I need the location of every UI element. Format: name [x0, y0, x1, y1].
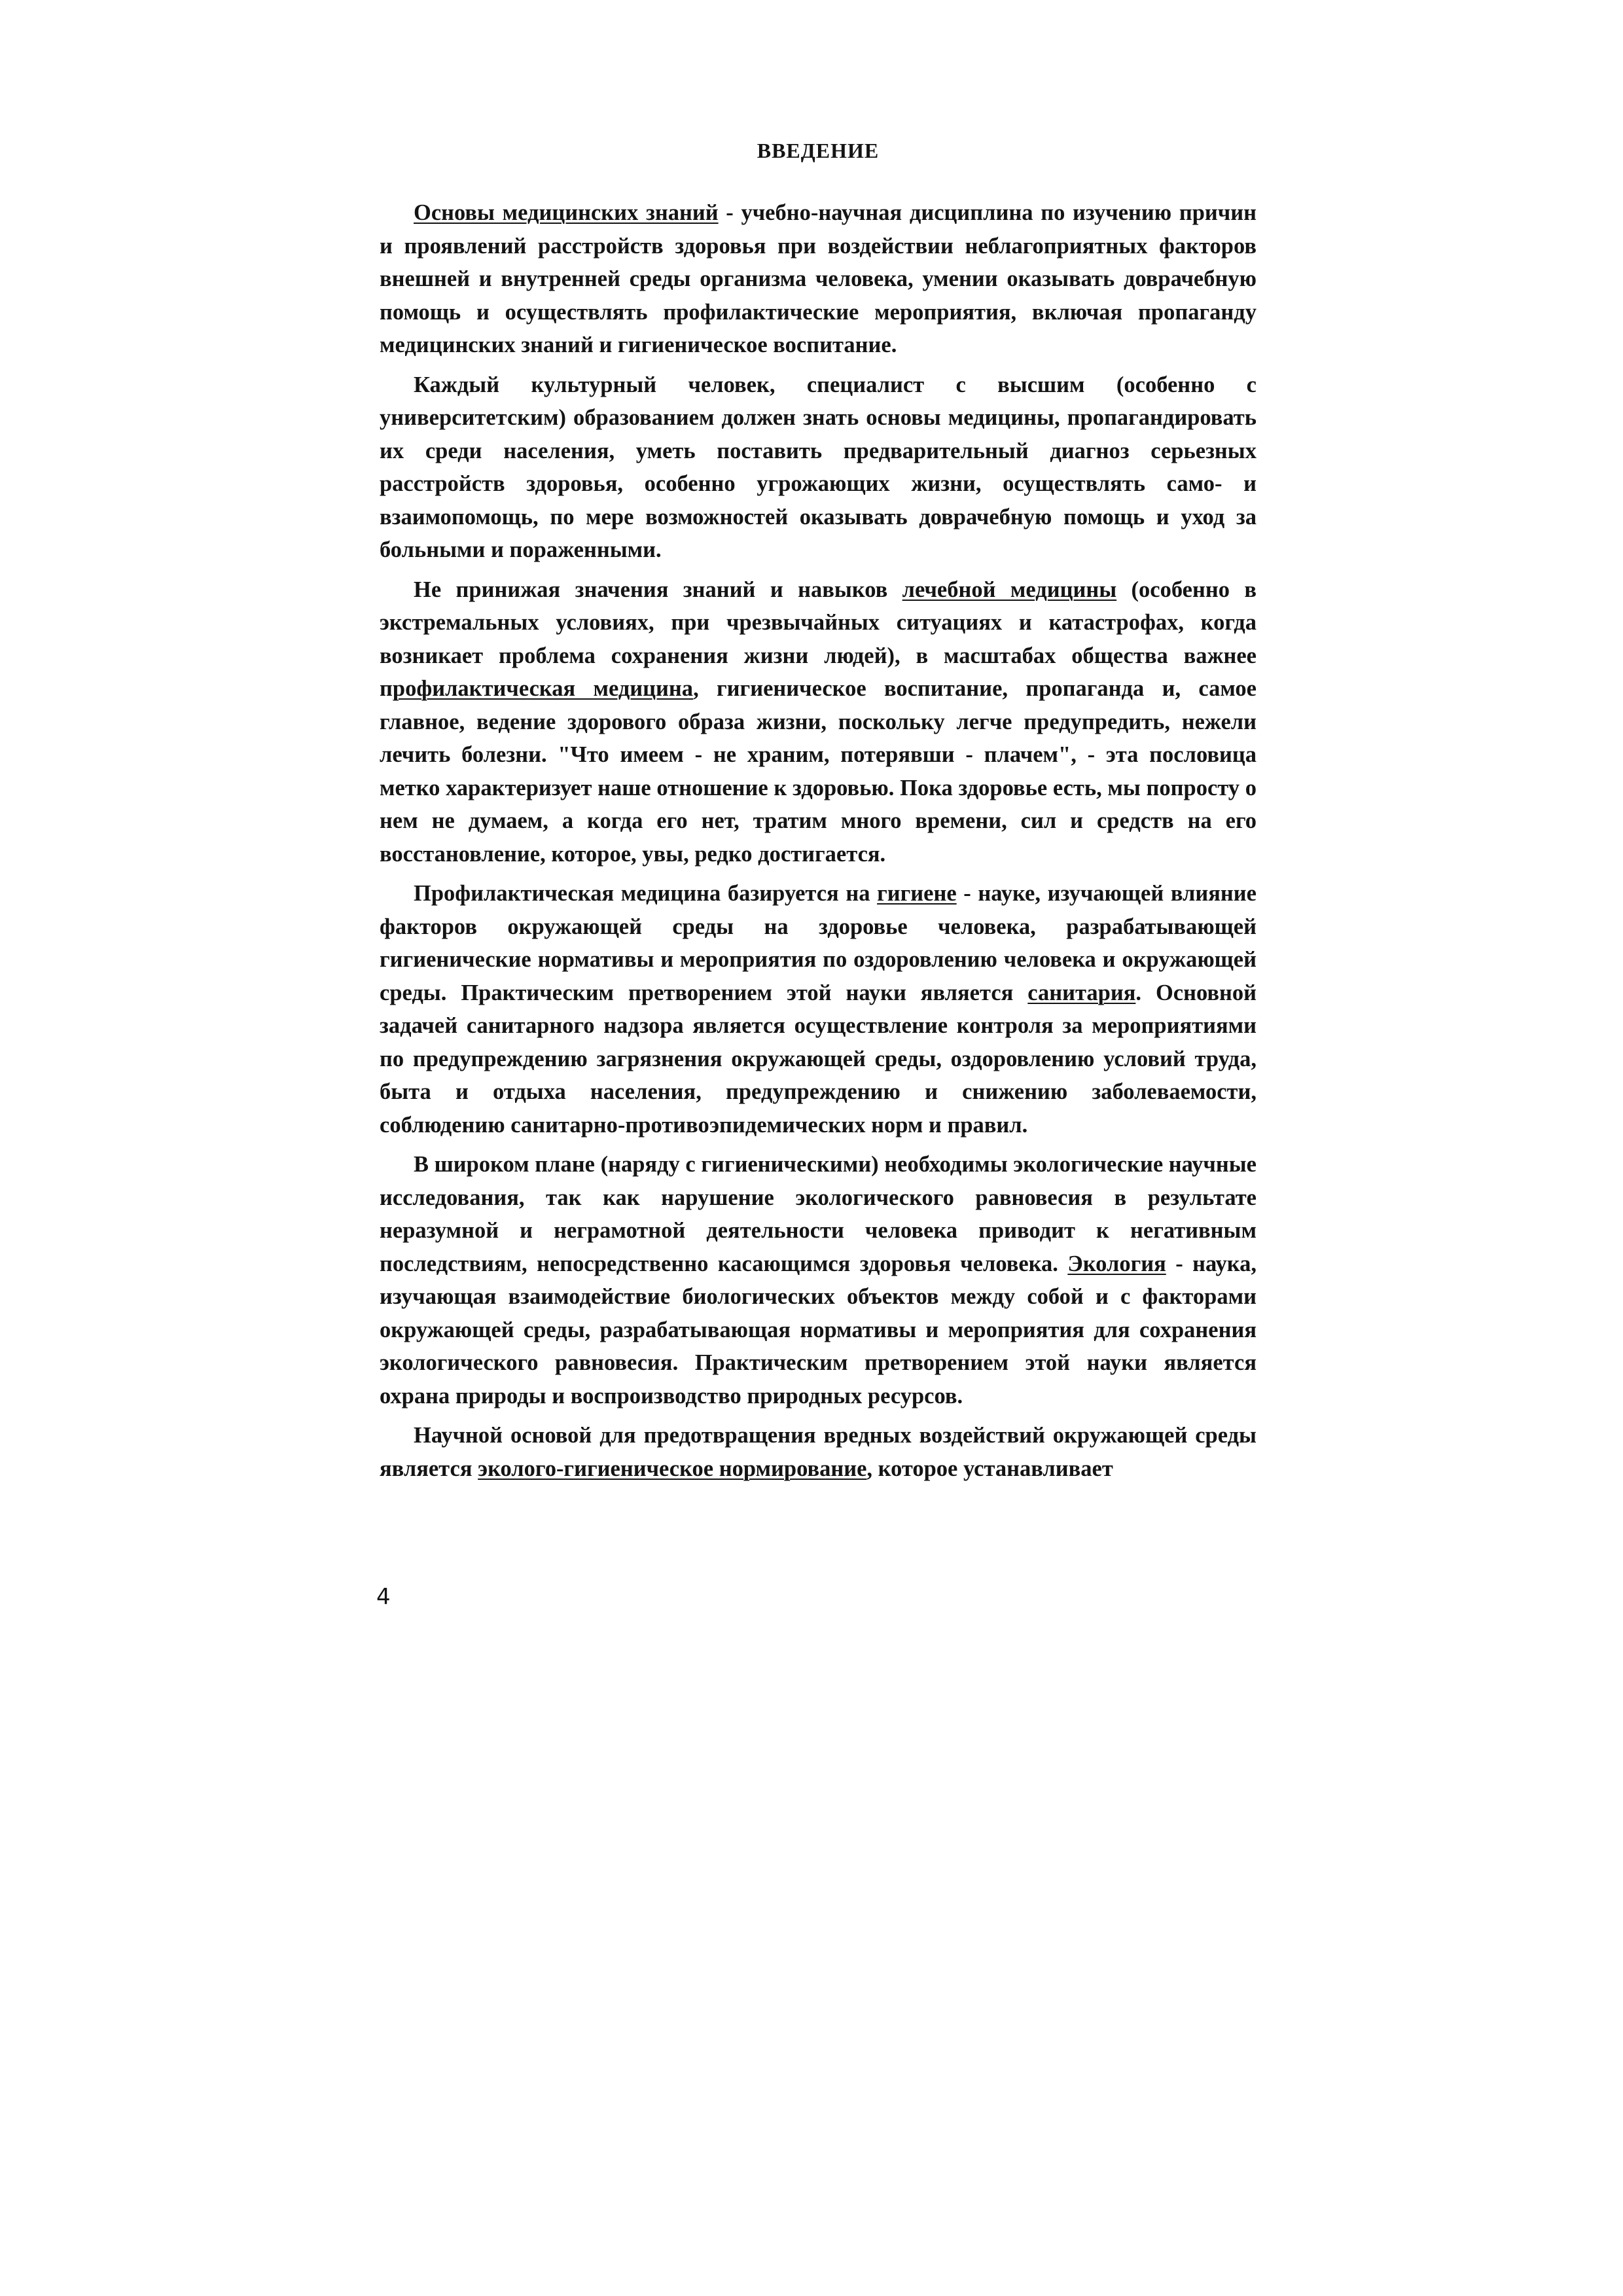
term-ecology: Экология [1067, 1251, 1166, 1276]
paragraph-text: - учебно-научная дисциплина по изучению причин и проявлений расстройств здоровья при воздействии неблагоприятных факторов внешней и внутренней среды организма человека, умении оказывать доврачебную помощь и осуществлять профилактические мероприятия, включая пропаганду медицинских знаний и гигиеническое воспитание. [380, 200, 1257, 357]
term-eco-hygienic-standardization: эколого-гигиеническое нормирование [478, 1456, 867, 1481]
paragraph-3 [380, 573, 1257, 871]
term-preventive-medicine: рофилактическая медицина [392, 676, 694, 701]
paragraph-5 [380, 1148, 1257, 1412]
document-body [380, 196, 1257, 1485]
paragraph-text: , гигиеническое воспитание, пропаганда и, самое главное, ведение здорового образа жизни, поскольку легче предупредить, нежели лечить болезни. "Что имеем - не храним, потерявши - плачем", - эта пословица метко характеризует наше отношение к здоровью. Пока здоровье есть, мы попросту о нем не думаем, а когда его нет, тратим много времени, сил и средств на его восстановление, которое, увы, редко достигается. [380, 676, 1257, 867]
term-curative-medicine: лечебной медицины [902, 577, 1117, 602]
paragraph-6 [380, 1419, 1257, 1485]
paragraph-text: Научной основой для предотвращения вредных воздействий окружающей среды является [380, 1423, 1257, 1481]
paragraph-text: Каждый культурный человек, специалист с высшим (особенно с университетским) образованием должен знать основы медицины, пропагандировать их среди населения, уметь поставить предварительный диагноз серьезных расстройств здоровья, особенно угрожающих жизни, осуществлять само- и взаимопомощь, по мере возможностей оказывать доврачебную помощь и уход за больными и пораженными. [380, 372, 1257, 562]
paragraph-4 [380, 877, 1257, 1141]
page-title: ВВЕДЕНИЕ [757, 139, 880, 162]
paragraph-2 [380, 368, 1257, 567]
paragraph-text: Не принижая значения знаний и навыков [414, 577, 902, 602]
paragraph-text: В широком плане (наряду с гигиеническими) необходимы экологические научные исследования, так как нарушение экологического равновесия в результате неразумной и неграмотной деятельности человека приводит к негативным последствиям, непосредственно касающимся здоровья человека. [380, 1152, 1257, 1276]
paragraph-text: Профилактическая медицина базируется на [414, 881, 878, 906]
page-number: 4 [376, 1584, 391, 1610]
paragraph-text: - наука, изучающая взаимодействие биологических объектов между собой и с факторами окружающей среды, разрабатывающая нормативы и мероприятия для сохранения экологического равновесия. Практическим претворением этой науки является охрана природы и воспроизводство природных ресурсов. [380, 1251, 1257, 1408]
paragraph-text: (особенно в экстремальных условиях, при чрезвычайных ситуациях и катастрофах, когда возникает проблема сохранения жизни людей), в масштабах общества важнее п [380, 577, 1257, 701]
term-medical-knowledge: Основы медицинских знаний [414, 200, 719, 225]
paragraph-1 [380, 196, 1257, 362]
paragraph-text: . Основной задачей санитарного надзора является осуществление контроля за мероприятиями по предупреждению загрязнения окружающей среды, оздоровлению условий труда, быта и отдыха населения, предупреждению и снижению заболеваемости, соблюдению санитарно-противоэпидемических норм и правил. [380, 980, 1257, 1138]
term-sanitation: санитария [1027, 980, 1136, 1005]
term-hygiene: гигиене [877, 881, 957, 906]
paragraph-text: - науке, изучающей влияние факторов окружающей среды на здоровье человека, разрабатывающей гигиенические нормативы и мероприятия по оздоровлению человека и окружающей среды. Практическим претворением этой науки является [380, 881, 1257, 1005]
paragraph-text: , которое устанавливает [866, 1456, 1113, 1481]
